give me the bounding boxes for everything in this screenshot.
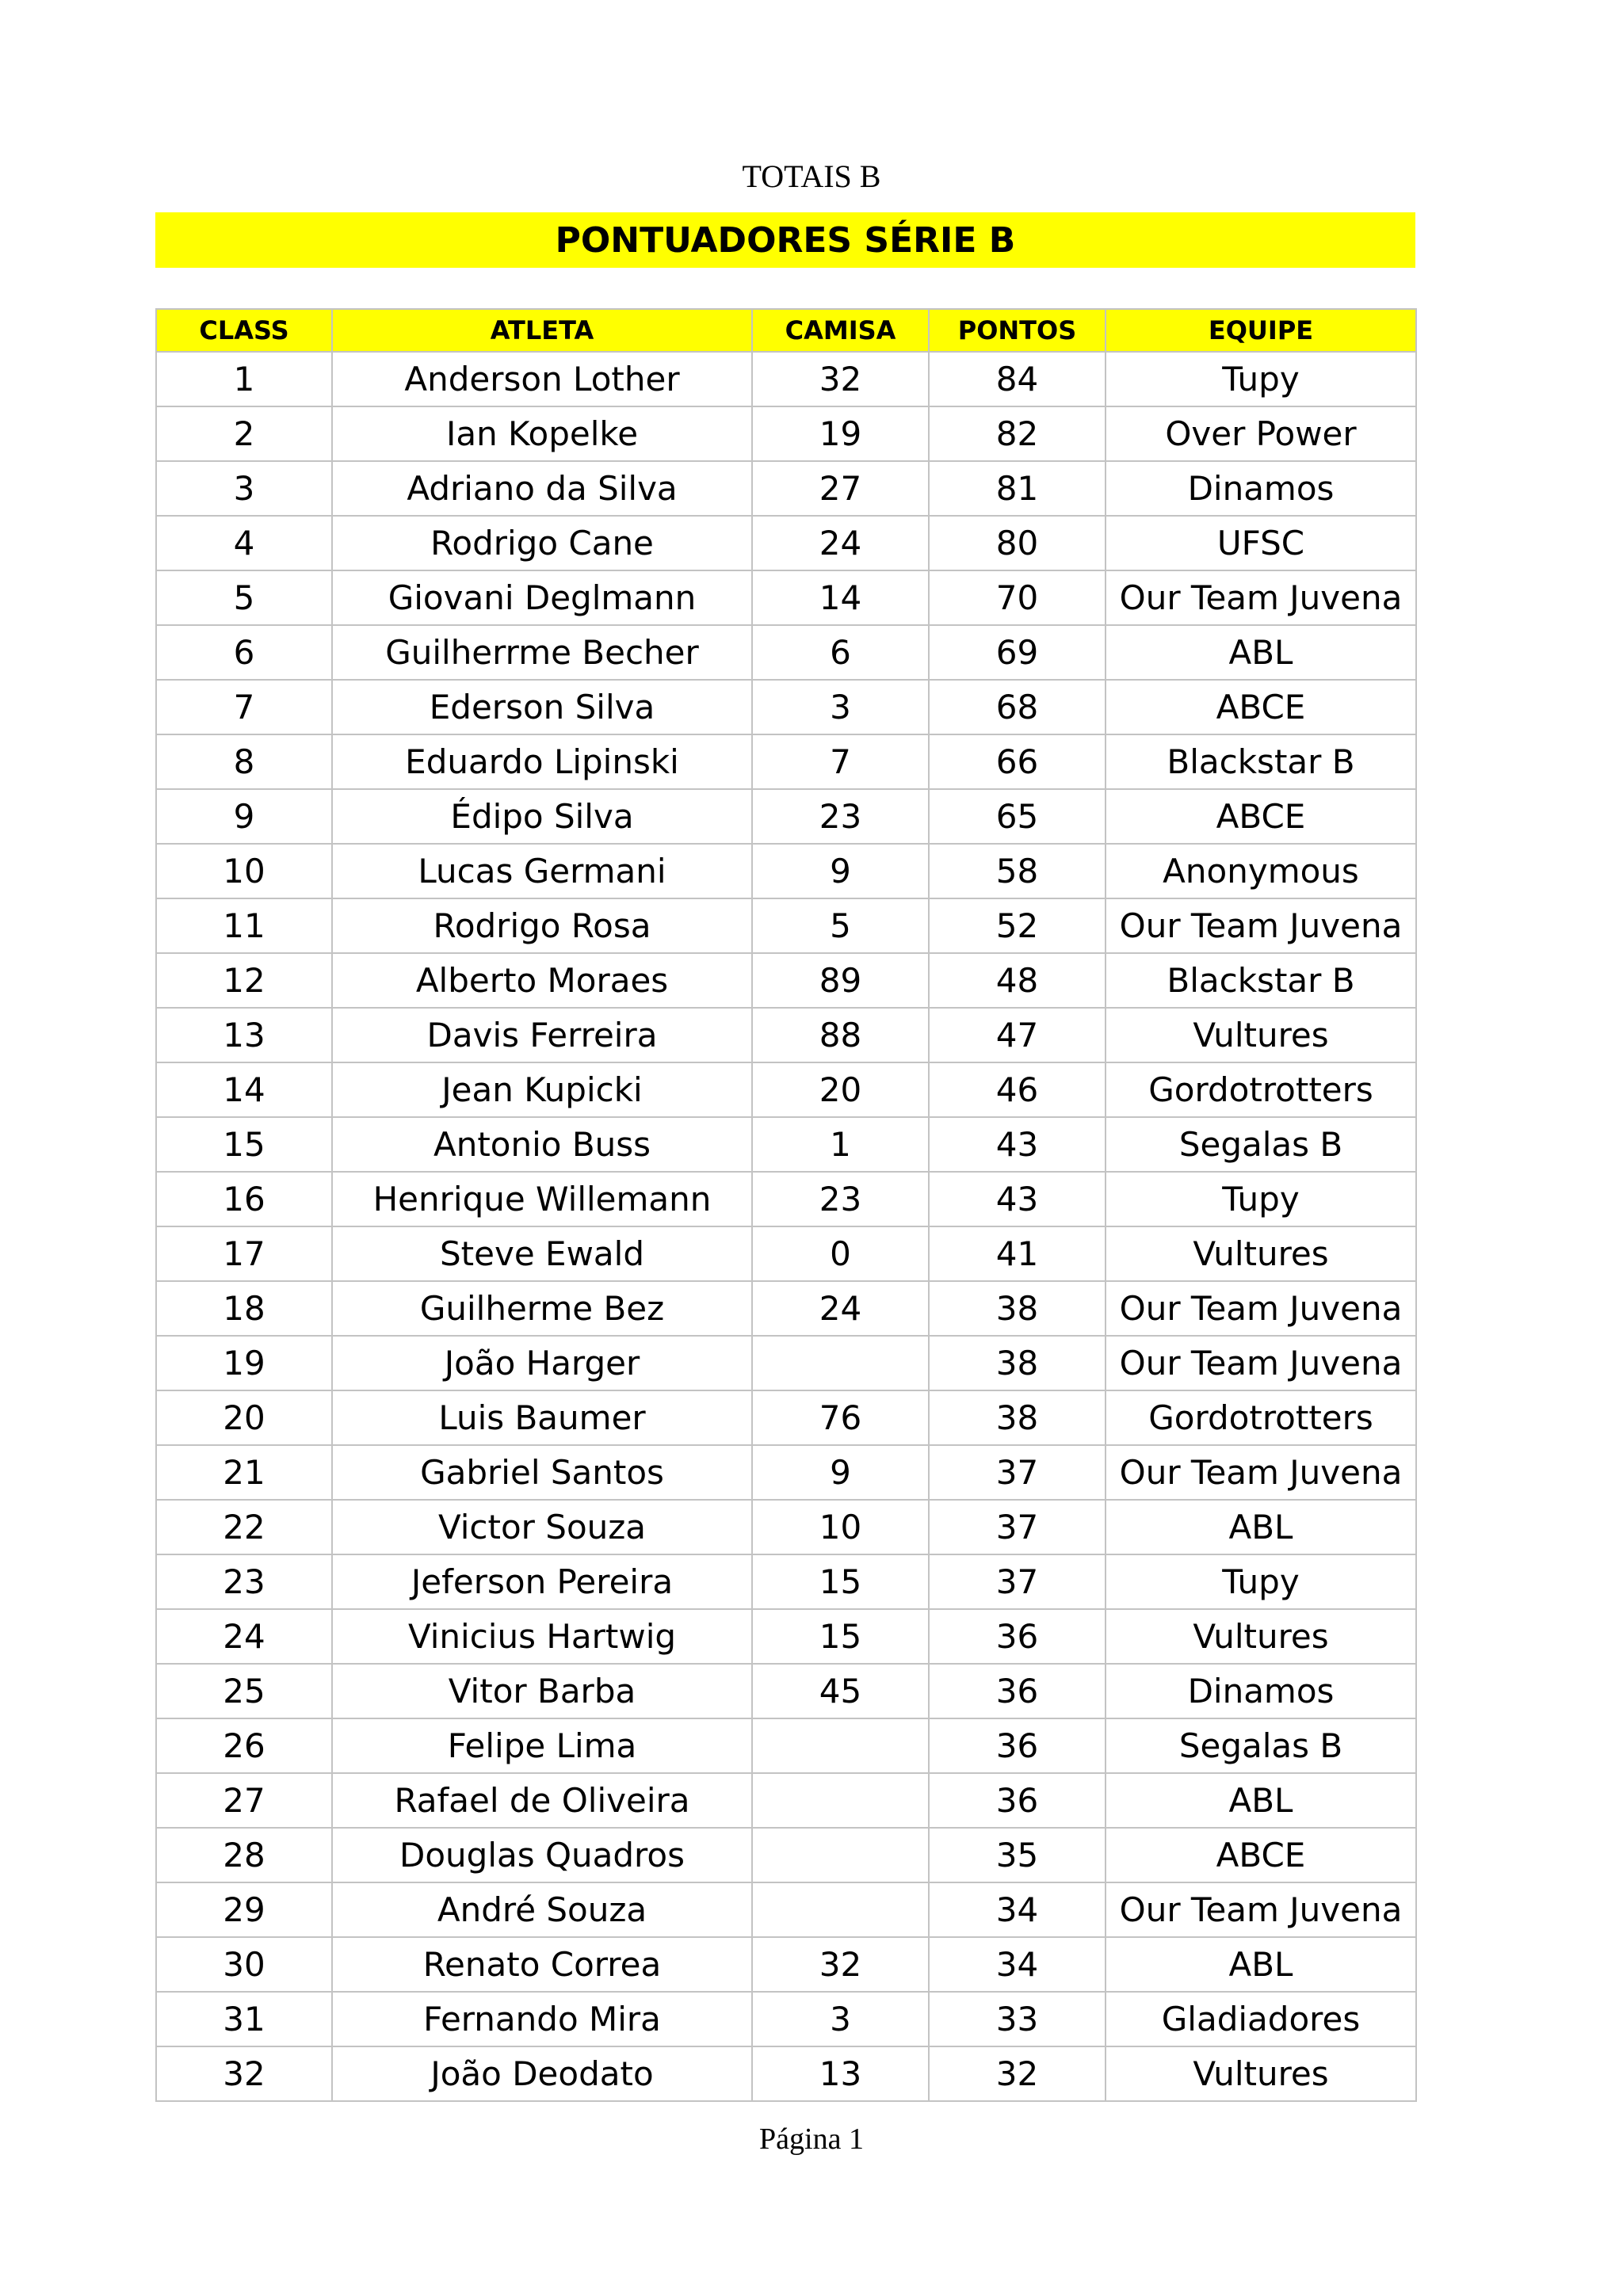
table-body bbox=[156, 352, 1416, 2101]
cell-camisa: 45 bbox=[752, 1664, 929, 1718]
table-row bbox=[156, 734, 1416, 789]
cell-pontos: 80 bbox=[929, 516, 1106, 570]
cell-class: 14 bbox=[156, 1062, 332, 1117]
cell-pontos: 69 bbox=[929, 625, 1106, 680]
cell-pontos: 36 bbox=[929, 1718, 1106, 1773]
cell-class: 25 bbox=[156, 1664, 332, 1718]
table-row bbox=[156, 461, 1416, 516]
cell-class: 27 bbox=[156, 1773, 332, 1828]
cell-pontos: 34 bbox=[929, 1882, 1106, 1937]
cell-equipe: ABL bbox=[1106, 1937, 1416, 1992]
cell-pontos: 47 bbox=[929, 1008, 1106, 1062]
table-row bbox=[156, 1445, 1416, 1500]
table-row bbox=[156, 1336, 1416, 1390]
cell-pontos: 37 bbox=[929, 1445, 1106, 1500]
cell-class: 15 bbox=[156, 1117, 332, 1172]
cell-equipe: Tupy bbox=[1106, 352, 1416, 406]
cell-camisa: 3 bbox=[752, 680, 929, 734]
cell-camisa: 3 bbox=[752, 1992, 929, 2046]
cell-class: 3 bbox=[156, 461, 332, 516]
cell-atleta: Henrique Willemann bbox=[332, 1172, 752, 1226]
cell-pontos: 65 bbox=[929, 789, 1106, 844]
table-row bbox=[156, 1554, 1416, 1609]
cell-atleta: Lucas Germani bbox=[332, 844, 752, 898]
cell-atleta: Ian Kopelke bbox=[332, 406, 752, 461]
cell-class: 12 bbox=[156, 953, 332, 1008]
cell-atleta: Antonio Buss bbox=[332, 1117, 752, 1172]
cell-atleta: Luis Baumer bbox=[332, 1390, 752, 1445]
cell-atleta: João Deodato bbox=[332, 2046, 752, 2101]
cell-pontos: 33 bbox=[929, 1992, 1106, 2046]
table-row bbox=[156, 1992, 1416, 2046]
cell-camisa bbox=[752, 1882, 929, 1937]
cell-equipe: Dinamos bbox=[1106, 1664, 1416, 1718]
cell-equipe: Over Power bbox=[1106, 406, 1416, 461]
cell-atleta: Ederson Silva bbox=[332, 680, 752, 734]
cell-pontos: 43 bbox=[929, 1117, 1106, 1172]
cell-atleta: Eduardo Lipinski bbox=[332, 734, 752, 789]
cell-equipe: ABL bbox=[1106, 1500, 1416, 1554]
cell-camisa bbox=[752, 1773, 929, 1828]
cell-equipe: Vultures bbox=[1106, 2046, 1416, 2101]
cell-equipe: Tupy bbox=[1106, 1554, 1416, 1609]
table-row bbox=[156, 1773, 1416, 1828]
cell-camisa: 24 bbox=[752, 1281, 929, 1336]
cell-class: 23 bbox=[156, 1554, 332, 1609]
table-row bbox=[156, 1500, 1416, 1554]
cell-atleta: Guilherrme Becher bbox=[332, 625, 752, 680]
column-header-camisa: CAMISA bbox=[752, 309, 929, 352]
cell-camisa: 14 bbox=[752, 570, 929, 625]
cell-camisa: 32 bbox=[752, 352, 929, 406]
table-row bbox=[156, 1117, 1416, 1172]
cell-pontos: 32 bbox=[929, 2046, 1106, 2101]
cell-equipe: Vultures bbox=[1106, 1226, 1416, 1281]
cell-camisa: 19 bbox=[752, 406, 929, 461]
cell-class: 10 bbox=[156, 844, 332, 898]
table-row bbox=[156, 898, 1416, 953]
cell-equipe: Our Team Juvena bbox=[1106, 898, 1416, 953]
table-row bbox=[156, 1609, 1416, 1664]
cell-atleta: Rafael de Oliveira bbox=[332, 1773, 752, 1828]
cell-equipe: ABCE bbox=[1106, 789, 1416, 844]
cell-equipe: Vultures bbox=[1106, 1609, 1416, 1664]
cell-atleta: Guilherme Bez bbox=[332, 1281, 752, 1336]
cell-camisa: 9 bbox=[752, 1445, 929, 1500]
cell-pontos: 46 bbox=[929, 1062, 1106, 1117]
cell-atleta: Steve Ewald bbox=[332, 1226, 752, 1281]
cell-atleta: João Harger bbox=[332, 1336, 752, 1390]
cell-equipe: ABCE bbox=[1106, 1828, 1416, 1882]
cell-equipe: Tupy bbox=[1106, 1172, 1416, 1226]
cell-camisa: 89 bbox=[752, 953, 929, 1008]
cell-atleta: André Souza bbox=[332, 1882, 752, 1937]
cell-camisa: 6 bbox=[752, 625, 929, 680]
cell-camisa: 9 bbox=[752, 844, 929, 898]
cell-pontos: 43 bbox=[929, 1172, 1106, 1226]
cell-camisa: 7 bbox=[752, 734, 929, 789]
cell-equipe: Vultures bbox=[1106, 1008, 1416, 1062]
table-row bbox=[156, 2046, 1416, 2101]
scorers-table bbox=[155, 308, 1417, 2102]
column-header-atleta: ATLETA bbox=[332, 309, 752, 352]
table-row bbox=[156, 406, 1416, 461]
cell-camisa: 23 bbox=[752, 789, 929, 844]
cell-class: 8 bbox=[156, 734, 332, 789]
cell-atleta: Renato Correa bbox=[332, 1937, 752, 1992]
cell-atleta: Vitor Barba bbox=[332, 1664, 752, 1718]
cell-camisa: 15 bbox=[752, 1554, 929, 1609]
cell-class: 19 bbox=[156, 1336, 332, 1390]
cell-class: 30 bbox=[156, 1937, 332, 1992]
table-row bbox=[156, 1882, 1416, 1937]
cell-class: 31 bbox=[156, 1992, 332, 2046]
cell-equipe: UFSC bbox=[1106, 516, 1416, 570]
cell-class: 13 bbox=[156, 1008, 332, 1062]
cell-class: 29 bbox=[156, 1882, 332, 1937]
cell-atleta: Felipe Lima bbox=[332, 1718, 752, 1773]
cell-pontos: 58 bbox=[929, 844, 1106, 898]
cell-atleta: Rodrigo Cane bbox=[332, 516, 752, 570]
cell-equipe: Our Team Juvena bbox=[1106, 1445, 1416, 1500]
cell-atleta: Jean Kupicki bbox=[332, 1062, 752, 1117]
cell-pontos: 82 bbox=[929, 406, 1106, 461]
cell-atleta: Jeferson Pereira bbox=[332, 1554, 752, 1609]
table-row bbox=[156, 1937, 1416, 1992]
cell-equipe: Segalas B bbox=[1106, 1117, 1416, 1172]
cell-pontos: 66 bbox=[929, 734, 1106, 789]
table-row bbox=[156, 1062, 1416, 1117]
cell-class: 7 bbox=[156, 680, 332, 734]
cell-pontos: 38 bbox=[929, 1336, 1106, 1390]
cell-atleta: Rodrigo Rosa bbox=[332, 898, 752, 953]
cell-class: 26 bbox=[156, 1718, 332, 1773]
cell-pontos: 81 bbox=[929, 461, 1106, 516]
cell-camisa: 1 bbox=[752, 1117, 929, 1172]
cell-class: 32 bbox=[156, 2046, 332, 2101]
table-row bbox=[156, 1172, 1416, 1226]
cell-class: 21 bbox=[156, 1445, 332, 1500]
cell-atleta: Victor Souza bbox=[332, 1500, 752, 1554]
cell-camisa: 24 bbox=[752, 516, 929, 570]
table-row bbox=[156, 789, 1416, 844]
cell-class: 6 bbox=[156, 625, 332, 680]
cell-atleta: Vinicius Hartwig bbox=[332, 1609, 752, 1664]
column-header-equipe: EQUIPE bbox=[1106, 309, 1416, 352]
cell-atleta: Anderson Lother bbox=[332, 352, 752, 406]
cell-pontos: 36 bbox=[929, 1664, 1106, 1718]
page-header: TOTAIS B bbox=[742, 158, 881, 194]
cell-pontos: 37 bbox=[929, 1554, 1106, 1609]
cell-pontos: 37 bbox=[929, 1500, 1106, 1554]
cell-class: 1 bbox=[156, 352, 332, 406]
column-header-class: CLASS bbox=[156, 309, 332, 352]
cell-class: 20 bbox=[156, 1390, 332, 1445]
table-row bbox=[156, 570, 1416, 625]
table-row bbox=[156, 1828, 1416, 1882]
cell-pontos: 48 bbox=[929, 953, 1106, 1008]
cell-camisa: 27 bbox=[752, 461, 929, 516]
cell-equipe: Gordotrotters bbox=[1106, 1062, 1416, 1117]
cell-camisa bbox=[752, 1828, 929, 1882]
cell-atleta: Davis Ferreira bbox=[332, 1008, 752, 1062]
cell-pontos: 36 bbox=[929, 1773, 1106, 1828]
cell-equipe: Our Team Juvena bbox=[1106, 570, 1416, 625]
table-row bbox=[156, 1226, 1416, 1281]
cell-class: 22 bbox=[156, 1500, 332, 1554]
cell-camisa: 76 bbox=[752, 1390, 929, 1445]
cell-atleta: Édipo Silva bbox=[332, 789, 752, 844]
table-title: PONTUADORES SÉRIE B bbox=[155, 212, 1415, 268]
column-header-pontos: PONTOS bbox=[929, 309, 1106, 352]
cell-pontos: 34 bbox=[929, 1937, 1106, 1992]
cell-equipe: Segalas B bbox=[1106, 1718, 1416, 1773]
page-number: Página 1 bbox=[759, 2122, 864, 2156]
cell-class: 4 bbox=[156, 516, 332, 570]
cell-camisa: 20 bbox=[752, 1062, 929, 1117]
table-row bbox=[156, 516, 1416, 570]
cell-atleta: Gabriel Santos bbox=[332, 1445, 752, 1500]
cell-atleta: Giovani Deglmann bbox=[332, 570, 752, 625]
cell-equipe: Gladiadores bbox=[1106, 1992, 1416, 2046]
table-row bbox=[156, 844, 1416, 898]
cell-equipe: ABL bbox=[1106, 625, 1416, 680]
cell-camisa bbox=[752, 1718, 929, 1773]
cell-equipe: Gordotrotters bbox=[1106, 1390, 1416, 1445]
table-row bbox=[156, 352, 1416, 406]
cell-class: 28 bbox=[156, 1828, 332, 1882]
cell-pontos: 38 bbox=[929, 1390, 1106, 1445]
cell-camisa: 15 bbox=[752, 1609, 929, 1664]
cell-equipe: Our Team Juvena bbox=[1106, 1882, 1416, 1937]
cell-class: 5 bbox=[156, 570, 332, 625]
cell-atleta: Alberto Moraes bbox=[332, 953, 752, 1008]
cell-camisa: 23 bbox=[752, 1172, 929, 1226]
cell-class: 11 bbox=[156, 898, 332, 953]
cell-equipe: Our Team Juvena bbox=[1106, 1281, 1416, 1336]
table-row bbox=[156, 1281, 1416, 1336]
cell-equipe: Dinamos bbox=[1106, 461, 1416, 516]
cell-camisa: 0 bbox=[752, 1226, 929, 1281]
cell-camisa: 10 bbox=[752, 1500, 929, 1554]
table-row bbox=[156, 953, 1416, 1008]
table-row bbox=[156, 1718, 1416, 1773]
cell-class: 18 bbox=[156, 1281, 332, 1336]
cell-class: 16 bbox=[156, 1172, 332, 1226]
table-row bbox=[156, 1008, 1416, 1062]
cell-pontos: 52 bbox=[929, 898, 1106, 953]
cell-camisa bbox=[752, 1336, 929, 1390]
table-row bbox=[156, 680, 1416, 734]
cell-pontos: 68 bbox=[929, 680, 1106, 734]
table-row bbox=[156, 625, 1416, 680]
cell-class: 9 bbox=[156, 789, 332, 844]
cell-equipe: ABL bbox=[1106, 1773, 1416, 1828]
cell-equipe: ABCE bbox=[1106, 680, 1416, 734]
cell-equipe: Blackstar B bbox=[1106, 953, 1416, 1008]
cell-camisa: 88 bbox=[752, 1008, 929, 1062]
cell-pontos: 38 bbox=[929, 1281, 1106, 1336]
cell-pontos: 36 bbox=[929, 1609, 1106, 1664]
cell-class: 17 bbox=[156, 1226, 332, 1281]
cell-equipe: Our Team Juvena bbox=[1106, 1336, 1416, 1390]
cell-camisa: 13 bbox=[752, 2046, 929, 2101]
cell-equipe: Anonymous bbox=[1106, 844, 1416, 898]
cell-equipe: Blackstar B bbox=[1106, 734, 1416, 789]
table-row bbox=[156, 1390, 1416, 1445]
table-header-row bbox=[156, 309, 1416, 352]
cell-pontos: 41 bbox=[929, 1226, 1106, 1281]
table-row bbox=[156, 1664, 1416, 1718]
cell-atleta: Douglas Quadros bbox=[332, 1828, 752, 1882]
cell-class: 2 bbox=[156, 406, 332, 461]
cell-atleta: Fernando Mira bbox=[332, 1992, 752, 2046]
cell-class: 24 bbox=[156, 1609, 332, 1664]
cell-camisa: 32 bbox=[752, 1937, 929, 1992]
cell-camisa: 5 bbox=[752, 898, 929, 953]
cell-pontos: 35 bbox=[929, 1828, 1106, 1882]
cell-pontos: 70 bbox=[929, 570, 1106, 625]
cell-pontos: 84 bbox=[929, 352, 1106, 406]
cell-atleta: Adriano da Silva bbox=[332, 461, 752, 516]
